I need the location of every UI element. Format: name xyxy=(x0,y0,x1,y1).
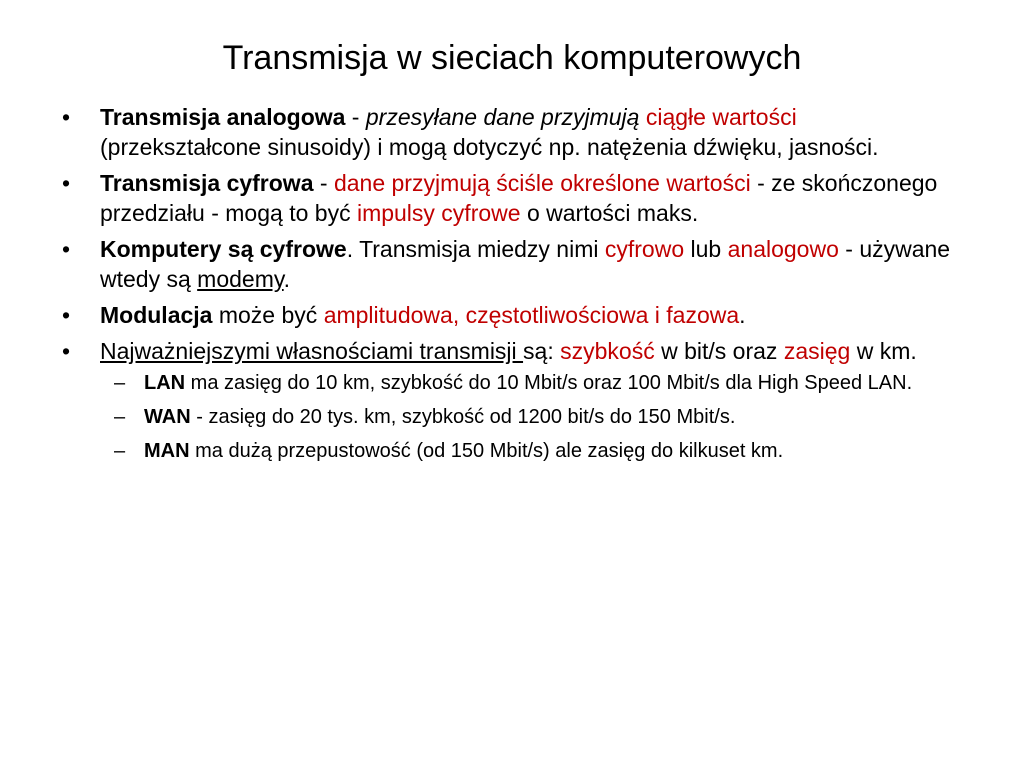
highlight-text: ciągłe wartości xyxy=(645,104,797,130)
bullet-text: lub xyxy=(684,236,728,262)
highlight-text: zasięg xyxy=(783,338,851,364)
underlined-text: modemy xyxy=(197,266,284,292)
bullet-list xyxy=(62,102,962,472)
bullet-analog-transmission xyxy=(62,102,962,162)
bullet-text: (przekształcone sinusoidy) i mogą dotyczyć np. natężenia dźwięku, jasności. xyxy=(100,134,879,160)
bullet-text: w km. xyxy=(850,338,917,364)
highlight-text: analogowo xyxy=(727,236,839,262)
sub-bullet-text: ma dużą przepustowość (od 150 Mbit/s) ale zasięg do kilkuset km. xyxy=(189,440,784,462)
bullet-computers-digital xyxy=(62,234,962,294)
highlight-text: dane przyjmują ściśle określone wartości xyxy=(333,170,751,196)
sub-bullet-term: WAN xyxy=(144,406,191,428)
bullet-term: Transmisja analogowa xyxy=(100,104,346,130)
slide-title: Transmisja w sieciach komputerowych xyxy=(222,39,802,77)
bullet-text: . xyxy=(283,266,291,292)
sub-bullet-text: ma zasięg do 10 km, szybkość do 10 Mbit/s oraz 100 Mbit/s dla High Speed LAN. xyxy=(185,372,913,394)
italic-text: przesyłane dane przyjmują xyxy=(365,104,640,130)
bullet-dash: - xyxy=(313,170,334,196)
bullet-text: - używane wtedy są xyxy=(100,236,951,292)
sub-bullet-man xyxy=(100,438,962,464)
bullet-text: może być xyxy=(212,302,324,328)
bullet-modulation xyxy=(62,300,962,330)
highlight-text: amplitudowa, częstotliwościowa i fazowa xyxy=(323,302,740,328)
bullet-text: w bit/s oraz xyxy=(654,338,784,364)
sub-bullet-term: MAN xyxy=(144,440,190,462)
bullet-text: . Transmisja miedzy nimi xyxy=(346,236,605,262)
highlight-text: szybkość xyxy=(560,338,655,364)
bullet-text: o wartości maks. xyxy=(520,200,699,226)
bullet-text: . xyxy=(739,302,746,328)
bullet-term: Komputery są cyfrowe xyxy=(100,236,347,262)
bullet-dash: - xyxy=(345,104,366,130)
bullet-transmission-properties xyxy=(62,336,962,464)
sub-bullet-lan xyxy=(100,370,962,396)
sub-bullet-list xyxy=(100,370,962,464)
bullet-term: Transmisja cyfrowa xyxy=(100,170,314,196)
sub-bullet-text: - zasięg do 20 tys. km, szybkość od 1200 bit/s do 150 Mbit/s. xyxy=(190,406,736,428)
sub-bullet-wan xyxy=(100,404,962,430)
bullet-text: - ze skończonego przedziału - mogą to być xyxy=(100,170,938,226)
highlight-text: cyfrowo xyxy=(604,236,685,262)
bullet-term: Modulacja xyxy=(100,302,213,328)
underlined-text: Najważniejszymi własnościami transmisji xyxy=(100,338,524,364)
bullet-digital-transmission xyxy=(62,168,962,228)
highlight-text: impulsy cyfrowe xyxy=(356,200,521,226)
sub-bullet-term: LAN xyxy=(144,372,186,394)
bullet-text: są: xyxy=(523,338,561,364)
